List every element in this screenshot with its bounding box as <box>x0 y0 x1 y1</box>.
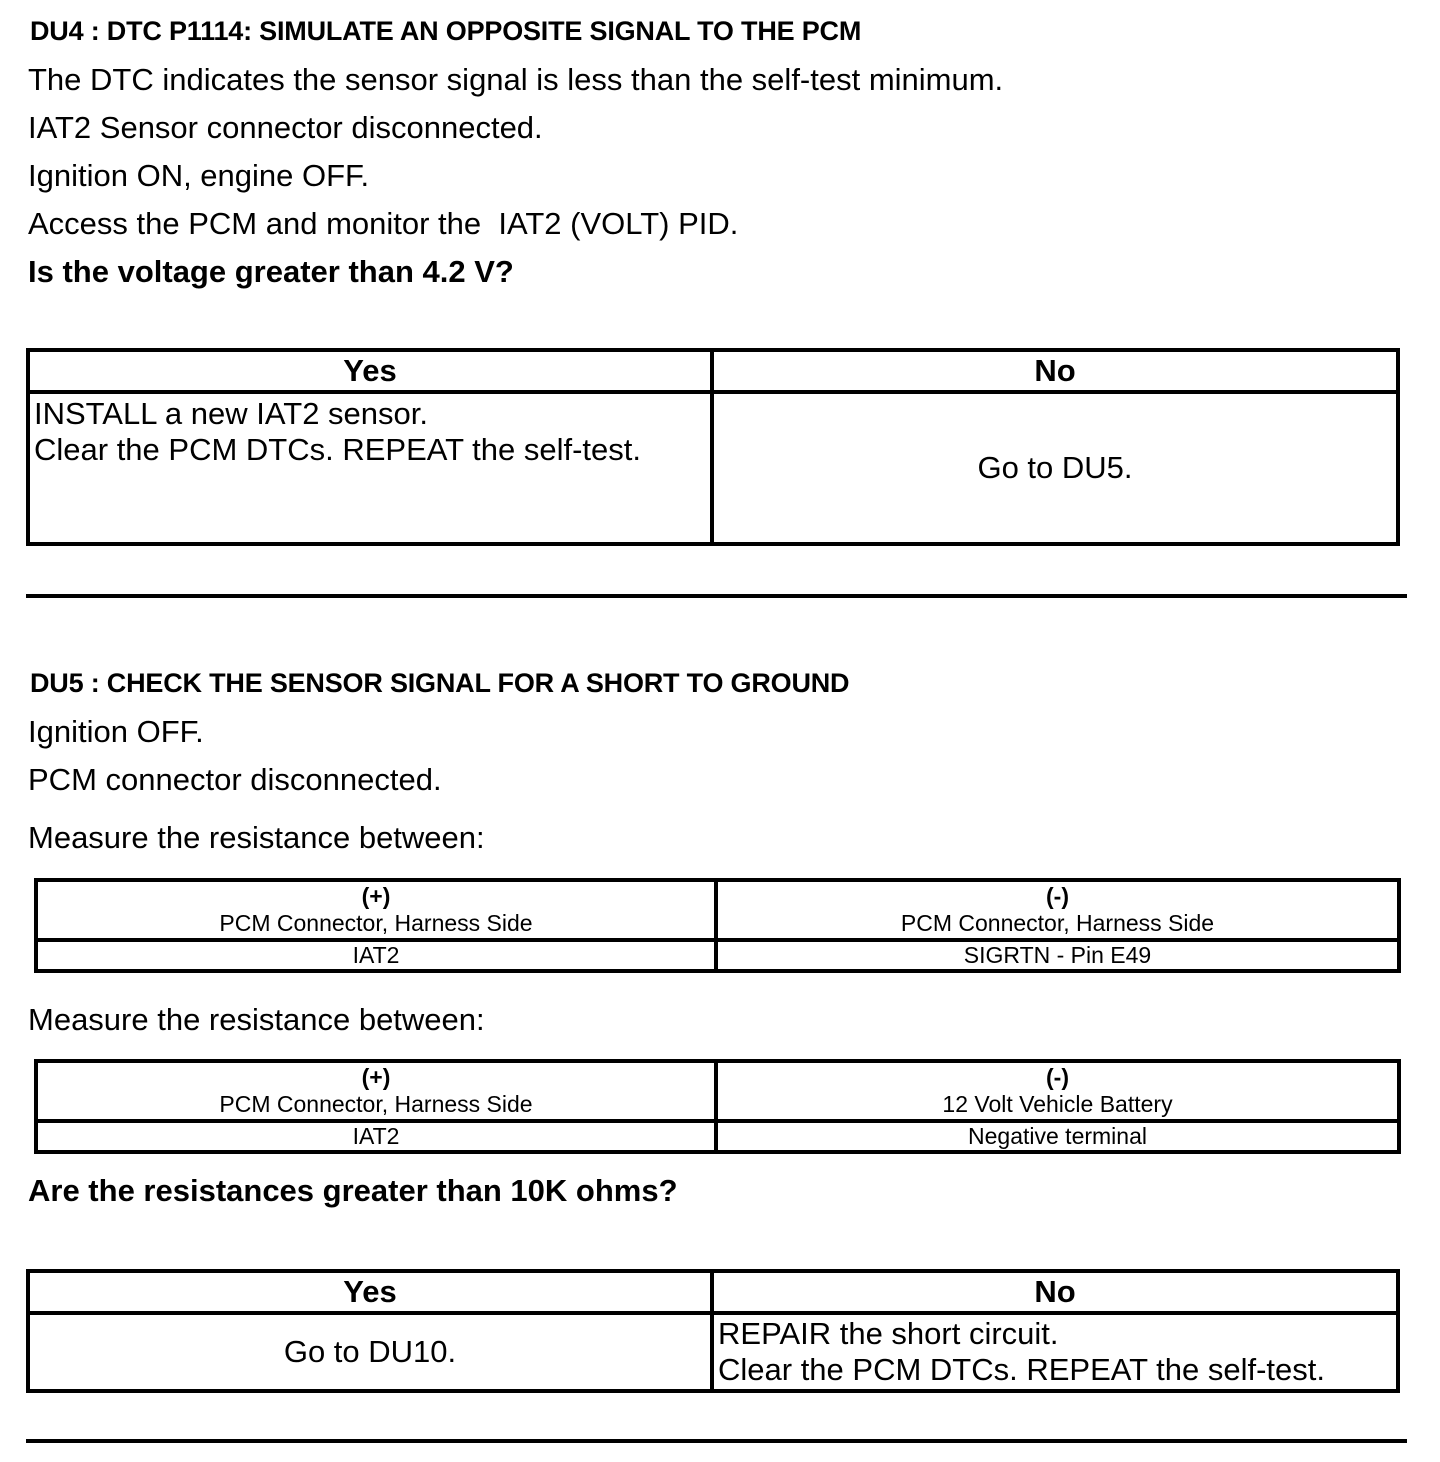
section-divider-2 <box>26 1439 1407 1443</box>
du4-decision-table <box>26 348 1400 546</box>
du5-no-cell <box>712 1313 1398 1391</box>
du5-no-header: No <box>712 1271 1398 1313</box>
du5-line-1: Ignition OFF. <box>28 714 204 749</box>
du5-m1-plus-value: IAT2 <box>36 940 716 971</box>
du4-line-1: The DTC indicates the sensor signal is less than the self-test minimum. <box>28 62 1004 97</box>
du5-yes-text: Go to DU10. <box>283 1334 457 1369</box>
du5-m1-minus-header <box>716 880 1399 940</box>
du5-line-2: PCM connector disconnected. <box>28 762 442 797</box>
du5-m1-minus-sign: (-) <box>1046 883 1069 909</box>
du5-heading: DU5 : CHECK THE SENSOR SIGNAL FOR A SHORT TO GROUND <box>30 668 850 698</box>
du5-m1-plus-header <box>36 880 716 940</box>
du5-decision-table <box>26 1269 1400 1393</box>
du5-m2-plus-label: PCM Connector, Harness Side <box>219 1091 533 1117</box>
du4-question: Is the voltage greater than 4.2 V? <box>28 254 514 289</box>
du4-line-3: Ignition ON, engine OFF. <box>28 158 370 193</box>
du5-m2-minus-header <box>716 1061 1399 1121</box>
du4-line-2: IAT2 Sensor connector disconnected. <box>28 110 543 145</box>
du5-measure-table-1 <box>34 878 1401 973</box>
du5-yes-cell <box>28 1313 712 1391</box>
du5-m2-minus-label: 12 Volt Vehicle Battery <box>942 1091 1173 1117</box>
du5-yes-header: Yes <box>28 1271 712 1313</box>
du4-yes-line-2: Clear the PCM DTCs. REPEAT the self-test. <box>34 432 641 467</box>
du5-m1-plus-label: PCM Connector, Harness Side <box>219 910 533 936</box>
du5-no-line-2: Clear the PCM DTCs. REPEAT the self-test. <box>718 1352 1325 1387</box>
du5-measure-label-1: Measure the resistance between: <box>28 820 485 855</box>
section-divider-1 <box>26 594 1407 598</box>
du4-no-header: No <box>712 350 1398 392</box>
du5-measure-label-2: Measure the resistance between: <box>28 1002 485 1037</box>
du4-line-4: Access the PCM and monitor the IAT2 (VOLT) PID. <box>28 206 739 241</box>
du5-m2-plus-sign: (+) <box>361 1064 391 1090</box>
du5-question: Are the resistances greater than 10K ohms? <box>28 1173 678 1208</box>
du5-m1-plus-sign: (+) <box>361 883 391 909</box>
du4-yes-line-1: INSTALL a new IAT2 sensor. <box>34 396 428 431</box>
du4-no-text: Go to DU5. <box>977 450 1133 485</box>
du4-yes-cell <box>28 392 712 544</box>
du5-no-line-1: REPAIR the short circuit. <box>718 1316 1059 1351</box>
du4-yes-header: Yes <box>28 350 712 392</box>
du5-m1-minus-label: PCM Connector, Harness Side <box>900 910 1215 936</box>
du4-heading: DU4 : DTC P1114: SIMULATE AN OPPOSITE SIGNAL TO THE PCM <box>30 16 862 46</box>
du5-m2-minus-sign: (-) <box>1046 1064 1069 1090</box>
du5-m2-minus-value: Negative terminal <box>716 1121 1399 1152</box>
du4-no-cell <box>712 392 1398 544</box>
du5-m2-plus-header <box>36 1061 716 1121</box>
du5-measure-table-2 <box>34 1059 1401 1154</box>
du5-m2-plus-value: IAT2 <box>36 1121 716 1152</box>
du5-m1-minus-value: SIGRTN - Pin E49 <box>716 940 1399 971</box>
